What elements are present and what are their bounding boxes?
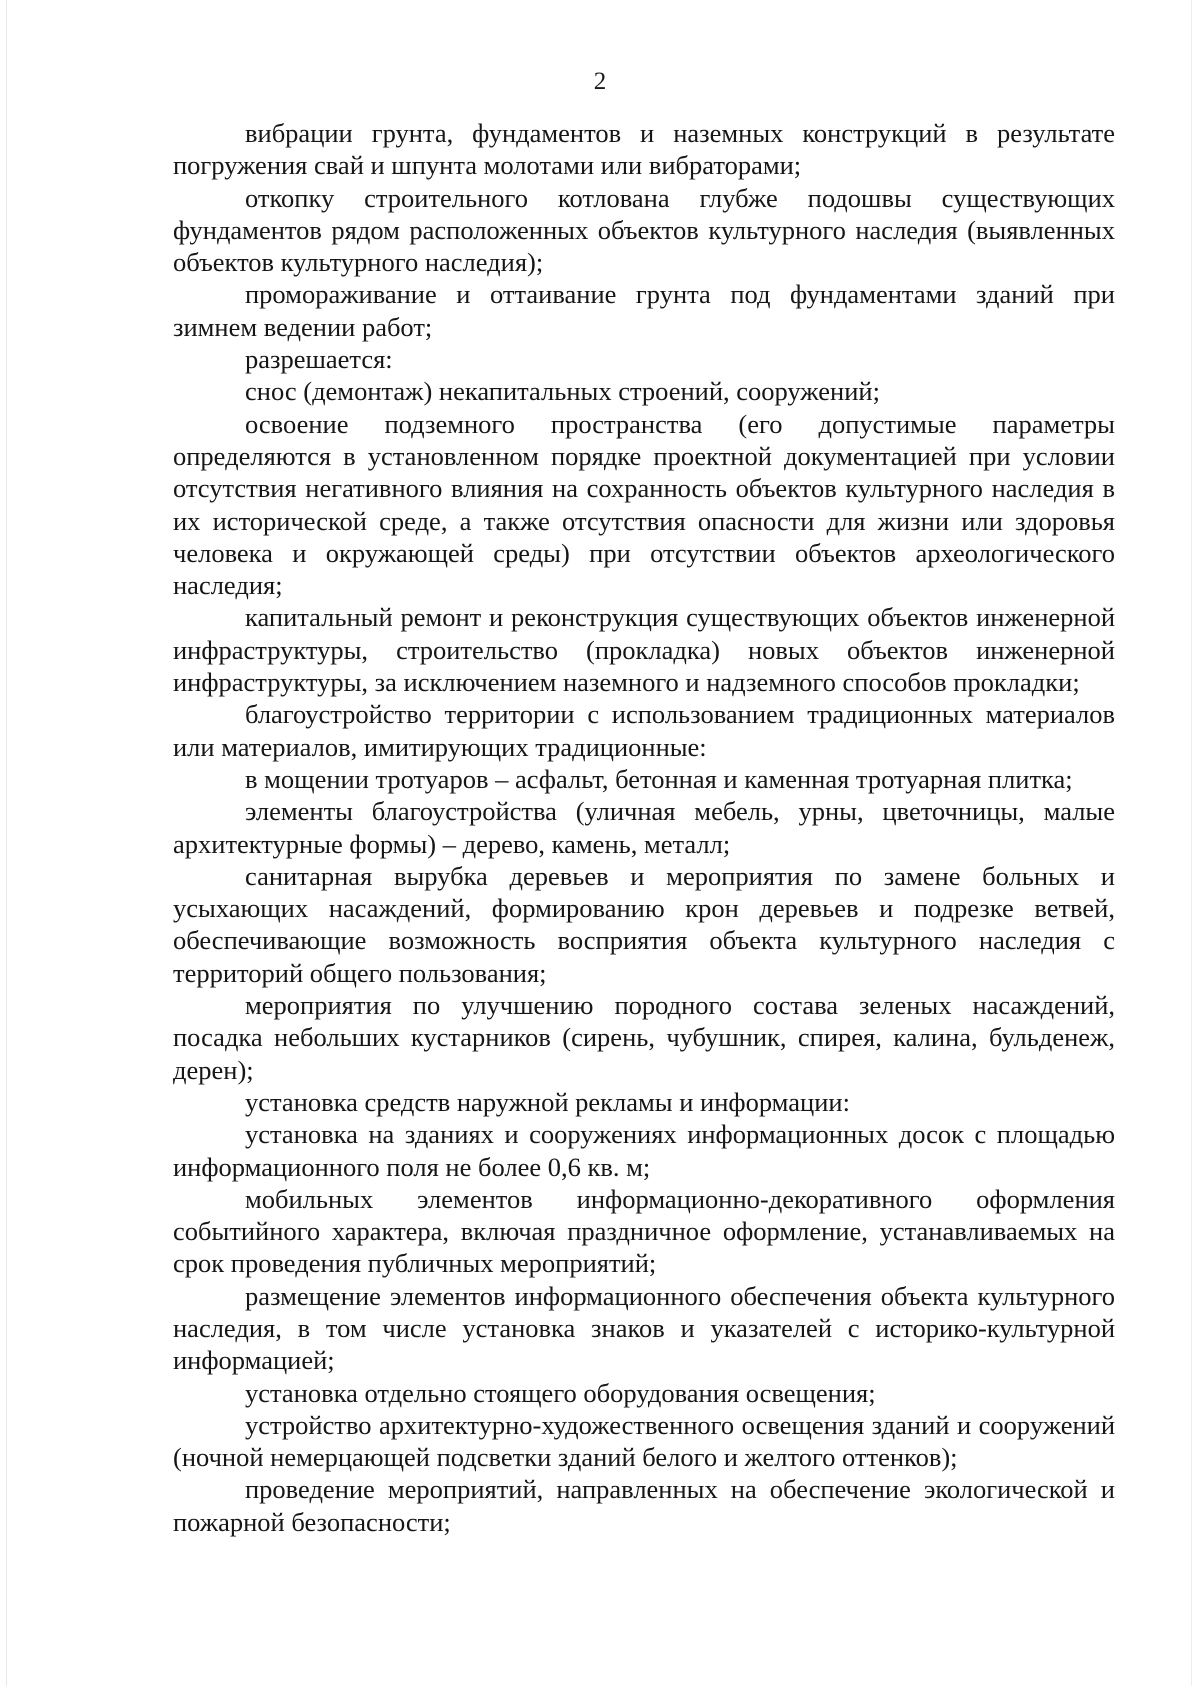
- paragraph: мобильных элементов информационно-декоративного оформления событийного характера, включая праздничное оформление, устанавливаемых на срок проведения публичных мероприятий;: [173, 1183, 1115, 1279]
- paragraph: установка средств наружной рекламы и информации:: [245, 1086, 850, 1117]
- paragraph: элементы благоустройства (уличная мебель, урны, цветочницы, малые архитектурные формы) – дерево, камень, металл;: [173, 796, 1115, 859]
- scan-edge-right: [1191, 0, 1192, 1686]
- paragraph: санитарная вырубка деревьев и мероприятия по замене больных и усыхающих насаждений, формированию крон деревьев и подрезке ветвей, обеспечивающие возможность восприятия объекта культурного наследия с территорий общего пользования;: [173, 860, 1115, 988]
- paragraph: установка отдельно стоящего оборудования освещения;: [245, 1377, 876, 1408]
- document-body: [173, 117, 1115, 1538]
- paragraph: благоустройство территории с использованием традиционных материалов или материалов, имитирующих традиционные:: [173, 699, 1115, 762]
- paragraph: мероприятия по улучшению породного состава зеленых насаждений, посадка небольших кустарников (сирень, чубушник, спирея, калина, бульденеж, дерен);: [173, 990, 1115, 1085]
- paragraph: разрешается:: [245, 344, 393, 375]
- paragraph: размещение элементов информационного обеспечения объекта культурного наследия, в том числе установка знаков и указателей с историко-культурной информацией;: [173, 1280, 1115, 1376]
- paragraph: устройство архитектурно-художественного освещения зданий и сооружений (ночной немерцающей подсветки зданий белого и желтого оттенков);: [173, 1409, 1115, 1473]
- paragraph: установка на зданиях и сооружениях информационных досок с площадью информационного поля не более 0,6 кв. м;: [173, 1119, 1115, 1182]
- paragraph: капитальный ремонт и реконструкция существующих объектов инженерной инфраструктуры, строительство (прокладка) новых объектов инженерной инфраструктуры, за исключением наземного и надземного способов прокладки;: [173, 602, 1115, 698]
- paragraph: освоение подземного пространства (его допустимые параметры определяются в установленном порядке проектной документацией при условии отсутствия негативного влияния на сохранность объектов культурного наследия в их исторической среде, а также отсутствия опасности для жизни или здоровья человека и окружающей среды) при отсутствии объектов археологического наследия;: [173, 408, 1115, 601]
- scan-edge-left: [6, 0, 7, 1686]
- paragraph: промораживание и оттаивание грунта под фундаментами зданий при зимнем ведении работ;: [173, 279, 1115, 342]
- paragraph: снос (демонтаж) некапитальных строений, сооружений;: [245, 376, 880, 407]
- paragraph: вибрации грунта, фундаментов и наземных конструкций в результате погружения свай и шпунта молотами или вибраторами;: [173, 118, 1115, 181]
- page-number: 2: [593, 68, 607, 95]
- paragraph: проведение мероприятий, направленных на обеспечение экологической и пожарной безопасности;: [173, 1474, 1115, 1537]
- paragraph: откопку строительного котлована глубже подошвы существующих фундаментов рядом расположенных объектов культурного наследия (выявленных объектов культурного наследия);: [173, 182, 1115, 278]
- paragraph: в мощении тротуаров – асфальт, бетонная и каменная тротуарная плитка;: [245, 763, 1073, 794]
